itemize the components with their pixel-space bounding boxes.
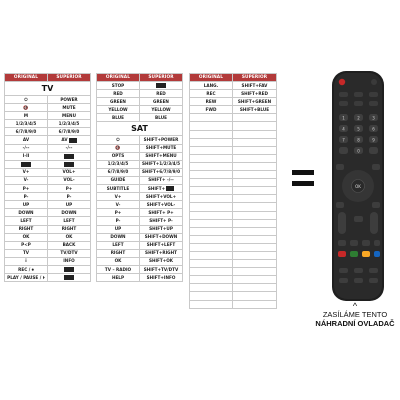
empty-cell bbox=[233, 179, 277, 187]
original-key: LEFT bbox=[97, 241, 140, 249]
original-key: TV – RADIO bbox=[97, 265, 140, 273]
empty-cell bbox=[233, 203, 277, 211]
original-key: OK bbox=[97, 257, 140, 265]
superior-key: RIGHT bbox=[48, 225, 91, 233]
svg-text:6: 6 bbox=[372, 126, 375, 132]
superior-key: SHIFT+ P+ bbox=[140, 209, 183, 217]
empty-row bbox=[190, 276, 277, 284]
original-key: OK bbox=[5, 233, 48, 241]
original-key: M bbox=[5, 112, 48, 120]
svg-text:9: 9 bbox=[372, 137, 375, 143]
original-key: P- bbox=[5, 193, 48, 201]
table-row bbox=[97, 274, 183, 282]
original-key: ⏻ bbox=[5, 96, 48, 104]
empty-cell bbox=[233, 211, 277, 219]
key-image-icon bbox=[21, 162, 31, 167]
original-key: i bbox=[5, 257, 48, 265]
table-row bbox=[97, 201, 183, 209]
table-row bbox=[5, 217, 91, 225]
superior-key: SHIFT+RIGHT bbox=[140, 249, 183, 257]
original-key bbox=[5, 160, 48, 168]
superior-key: SHIFT+ P- bbox=[140, 217, 183, 225]
key-image-icon bbox=[64, 267, 74, 272]
superior-key: SHIFT+GREEN bbox=[233, 98, 277, 106]
power-icon bbox=[339, 79, 345, 85]
original-key: RIGHT bbox=[97, 249, 140, 257]
key-image-icon bbox=[64, 162, 74, 167]
superior-key: 1/2/3/4/5 bbox=[48, 120, 91, 128]
empty-cell bbox=[233, 251, 277, 259]
empty-row bbox=[190, 227, 277, 235]
superior-key: 6/7/8/9/0 bbox=[48, 128, 91, 136]
original-key: V+ bbox=[97, 193, 140, 201]
svg-text:3: 3 bbox=[372, 115, 375, 121]
superior-key: UP bbox=[48, 201, 91, 209]
empty-cell bbox=[190, 276, 233, 284]
superior-key: AV bbox=[48, 136, 91, 144]
svg-text:2: 2 bbox=[357, 115, 360, 121]
caption bbox=[300, 302, 400, 328]
superior-key: P+ bbox=[48, 185, 91, 193]
superior-key bbox=[48, 160, 91, 168]
superior-key: OK bbox=[48, 233, 91, 241]
svg-text:OK: OK bbox=[355, 184, 361, 189]
empty-cell bbox=[190, 162, 233, 170]
table-row bbox=[5, 152, 91, 160]
empty-cell bbox=[190, 284, 233, 292]
header-superior: SUPERIOR bbox=[140, 74, 183, 82]
key-image-icon bbox=[69, 138, 77, 143]
extra-mapping-table bbox=[189, 73, 277, 309]
table-row bbox=[5, 112, 91, 120]
original-key: FWD bbox=[190, 106, 233, 114]
empty-row bbox=[190, 179, 277, 187]
superior-key: RED bbox=[140, 90, 183, 98]
table-row bbox=[97, 225, 183, 233]
superior-key bbox=[48, 152, 91, 160]
table-row bbox=[5, 193, 91, 201]
superior-key: SHIFT+OK bbox=[140, 257, 183, 265]
original-key: AV bbox=[5, 136, 48, 144]
table-row bbox=[5, 257, 91, 265]
table-row bbox=[5, 185, 91, 193]
superior-key: VOL+ bbox=[48, 168, 91, 176]
superior-key: INFO bbox=[48, 257, 91, 265]
empty-cell bbox=[233, 227, 277, 235]
original-key: -/-- bbox=[5, 144, 48, 152]
empty-cell bbox=[233, 187, 277, 195]
original-key: PLAY / PAUSE / ⏵ bbox=[5, 274, 48, 282]
table-row bbox=[5, 225, 91, 233]
original-key: LANG. bbox=[190, 82, 233, 90]
empty-row bbox=[190, 243, 277, 251]
table-row bbox=[97, 98, 183, 106]
superior-key: GREEN bbox=[140, 98, 183, 106]
superior-key: SHIFT+FAV bbox=[233, 82, 277, 90]
header-original: ORIGINAL bbox=[5, 74, 48, 82]
empty-cell bbox=[190, 187, 233, 195]
empty-cell bbox=[233, 195, 277, 203]
empty-row bbox=[190, 235, 277, 243]
table-row bbox=[97, 136, 183, 144]
superior-key: SHIFT+UP bbox=[140, 225, 183, 233]
empty-cell bbox=[190, 114, 233, 122]
tv-mapping-table bbox=[4, 73, 91, 282]
empty-cell bbox=[190, 171, 233, 179]
superior-key: SHIFT+MENU bbox=[140, 152, 183, 160]
table-row bbox=[97, 176, 183, 184]
empty-row bbox=[190, 219, 277, 227]
empty-row bbox=[190, 162, 277, 170]
original-key: P<P bbox=[5, 241, 48, 249]
original-key: UP bbox=[97, 225, 140, 233]
superior-key: SHIFT+ -/-- bbox=[140, 176, 183, 184]
original-key: DOWN bbox=[97, 233, 140, 241]
empty-row bbox=[190, 114, 277, 122]
table-row bbox=[97, 90, 183, 98]
header-original: ORIGINAL bbox=[97, 74, 140, 82]
table-row bbox=[5, 96, 91, 104]
empty-cell bbox=[233, 122, 277, 130]
superior-key: SHIFT+MUTE bbox=[140, 144, 183, 152]
empty-cell bbox=[190, 235, 233, 243]
empty-row bbox=[190, 187, 277, 195]
empty-row bbox=[190, 138, 277, 146]
table-row bbox=[97, 168, 183, 176]
original-key: GREEN bbox=[97, 98, 140, 106]
table-row bbox=[5, 265, 91, 273]
original-key: STOP bbox=[97, 82, 140, 90]
original-key: I-II bbox=[5, 152, 48, 160]
table-row bbox=[97, 160, 183, 168]
original-key: 🔇 bbox=[5, 104, 48, 112]
table-row bbox=[5, 209, 91, 217]
superior-key: MUTE bbox=[48, 104, 91, 112]
original-key: P+ bbox=[97, 209, 140, 217]
superior-key: SHIFT+INFO bbox=[140, 274, 183, 282]
table-row bbox=[97, 209, 183, 217]
empty-row bbox=[190, 284, 277, 292]
empty-row bbox=[190, 292, 277, 300]
superior-key: DOWN bbox=[48, 209, 91, 217]
empty-cell bbox=[190, 138, 233, 146]
empty-cell bbox=[190, 122, 233, 130]
empty-cell bbox=[190, 227, 233, 235]
table-row bbox=[5, 128, 91, 136]
remote-control-image bbox=[330, 70, 386, 302]
svg-text:0: 0 bbox=[357, 148, 360, 154]
empty-row bbox=[190, 268, 277, 276]
superior-key: SHIFT+VOL+ bbox=[140, 193, 183, 201]
table-row bbox=[97, 241, 183, 249]
empty-cell bbox=[190, 219, 233, 227]
superior-key: SHIFT+BLUE bbox=[233, 106, 277, 114]
superior-key: POWER bbox=[48, 96, 91, 104]
superior-key: TV/DTV bbox=[48, 249, 91, 257]
empty-row bbox=[190, 203, 277, 211]
original-key: ⏻ bbox=[97, 136, 140, 144]
empty-cell bbox=[190, 203, 233, 211]
original-key: HELP bbox=[97, 274, 140, 282]
table-row bbox=[97, 114, 183, 122]
table-row bbox=[190, 106, 277, 114]
original-key: V+ bbox=[5, 168, 48, 176]
superior-key: BACK bbox=[48, 241, 91, 249]
empty-cell bbox=[233, 276, 277, 284]
table-row bbox=[97, 233, 183, 241]
svg-text:5: 5 bbox=[357, 126, 360, 132]
empty-cell bbox=[233, 292, 277, 300]
superior-key: SHIFT+6/7/8/9/0 bbox=[140, 168, 183, 176]
empty-row bbox=[190, 122, 277, 130]
svg-text:7: 7 bbox=[342, 137, 345, 143]
original-key: 🔇 bbox=[97, 144, 140, 152]
original-key: P+ bbox=[5, 185, 48, 193]
caret-up-icon: ^ bbox=[352, 301, 358, 311]
svg-text:4: 4 bbox=[342, 126, 345, 132]
original-key: OPTS bbox=[97, 152, 140, 160]
table-row bbox=[5, 136, 91, 144]
empty-cell bbox=[233, 284, 277, 292]
table-row bbox=[5, 233, 91, 241]
table-row bbox=[190, 98, 277, 106]
caption-line2: NÁHRADNÍ OVLADAČ bbox=[315, 319, 395, 328]
section-title: SAT bbox=[97, 122, 183, 136]
original-key: 6/7/8/9/0 bbox=[97, 168, 140, 176]
section-row bbox=[5, 82, 91, 96]
table-row bbox=[97, 144, 183, 152]
original-key: RED bbox=[97, 90, 140, 98]
svg-text:1: 1 bbox=[342, 115, 345, 121]
header-original: ORIGINAL bbox=[190, 74, 233, 82]
empty-row bbox=[190, 130, 277, 138]
superior-key: YELLOW bbox=[140, 106, 183, 114]
empty-cell bbox=[190, 211, 233, 219]
original-key: V- bbox=[97, 201, 140, 209]
original-key: REW bbox=[190, 98, 233, 106]
equals-sign bbox=[292, 170, 314, 192]
empty-cell bbox=[233, 154, 277, 162]
original-key: BLUE bbox=[97, 114, 140, 122]
superior-key: SHIFT+POWER bbox=[140, 136, 183, 144]
superior-key: SHIFT+ bbox=[140, 185, 183, 193]
superior-key: VOL- bbox=[48, 176, 91, 184]
section-row bbox=[97, 122, 183, 136]
empty-cell bbox=[233, 235, 277, 243]
original-key: GUIDE bbox=[97, 176, 140, 184]
table-row bbox=[5, 160, 91, 168]
empty-row bbox=[190, 300, 277, 308]
table-row bbox=[5, 249, 91, 257]
superior-key: P- bbox=[48, 193, 91, 201]
empty-cell bbox=[190, 300, 233, 308]
superior-key: SHIFT+LEFT bbox=[140, 241, 183, 249]
empty-cell bbox=[190, 292, 233, 300]
empty-row bbox=[190, 260, 277, 268]
empty-cell bbox=[233, 171, 277, 179]
empty-cell bbox=[190, 251, 233, 259]
empty-cell bbox=[233, 243, 277, 251]
superior-key bbox=[48, 274, 91, 282]
table-row bbox=[5, 144, 91, 152]
original-key: P- bbox=[97, 217, 140, 225]
key-image-icon bbox=[166, 186, 174, 191]
empty-cell bbox=[190, 179, 233, 187]
key-image-icon bbox=[64, 154, 74, 159]
empty-cell bbox=[190, 243, 233, 251]
table-row bbox=[97, 185, 183, 193]
key-image-icon bbox=[64, 275, 74, 280]
superior-key: LEFT bbox=[48, 217, 91, 225]
empty-cell bbox=[190, 260, 233, 268]
superior-key bbox=[48, 265, 91, 273]
table-row bbox=[5, 120, 91, 128]
empty-cell bbox=[233, 268, 277, 276]
empty-cell bbox=[233, 138, 277, 146]
table-row bbox=[5, 241, 91, 249]
empty-row bbox=[190, 146, 277, 154]
svg-text:8: 8 bbox=[357, 137, 360, 143]
table-row bbox=[97, 265, 183, 273]
superior-key: BLUE bbox=[140, 114, 183, 122]
table-row bbox=[97, 82, 183, 90]
header-superior: SUPERIOR bbox=[48, 74, 91, 82]
table-row bbox=[97, 193, 183, 201]
original-key: V- bbox=[5, 176, 48, 184]
table-row bbox=[97, 257, 183, 265]
table-row bbox=[190, 82, 277, 90]
superior-key: SHIFT+RED bbox=[233, 90, 277, 98]
original-key: 1/2/3/4/5 bbox=[5, 120, 48, 128]
superior-key: MENU bbox=[48, 112, 91, 120]
table-row bbox=[5, 104, 91, 112]
original-key: REC / ⏺ bbox=[5, 265, 48, 273]
table-row bbox=[190, 90, 277, 98]
header-superior: SUPERIOR bbox=[233, 74, 277, 82]
section-title: TV bbox=[5, 82, 91, 96]
empty-cell bbox=[233, 162, 277, 170]
empty-cell bbox=[190, 154, 233, 162]
superior-key: SHIFT+VOL- bbox=[140, 201, 183, 209]
table-row bbox=[5, 168, 91, 176]
original-key: 1/2/3/4/5 bbox=[97, 160, 140, 168]
empty-cell bbox=[190, 195, 233, 203]
original-key: YELLOW bbox=[97, 106, 140, 114]
key-image-icon bbox=[156, 83, 166, 88]
empty-cell bbox=[233, 300, 277, 308]
sat-mapping-table bbox=[96, 73, 183, 282]
empty-row bbox=[190, 154, 277, 162]
original-key: LEFT bbox=[5, 217, 48, 225]
original-key: SUBTITLE bbox=[97, 185, 140, 193]
table-row bbox=[97, 217, 183, 225]
empty-cell bbox=[233, 219, 277, 227]
empty-row bbox=[190, 195, 277, 203]
original-key: UP bbox=[5, 201, 48, 209]
empty-cell bbox=[190, 130, 233, 138]
empty-cell bbox=[190, 268, 233, 276]
empty-cell bbox=[233, 146, 277, 154]
superior-key: SHIFT+DOWN bbox=[140, 233, 183, 241]
superior-key bbox=[140, 82, 183, 90]
original-key: 6/7/8/9/0 bbox=[5, 128, 48, 136]
empty-row bbox=[190, 251, 277, 259]
empty-cell bbox=[233, 260, 277, 268]
table-row bbox=[5, 176, 91, 184]
superior-key: SHIFT+1/2/3/4/5 bbox=[140, 160, 183, 168]
empty-row bbox=[190, 211, 277, 219]
empty-row bbox=[190, 171, 277, 179]
original-key: REC bbox=[190, 90, 233, 98]
original-key: DOWN bbox=[5, 209, 48, 217]
table-row bbox=[5, 201, 91, 209]
table-row bbox=[97, 106, 183, 114]
superior-key: -/-- bbox=[48, 144, 91, 152]
empty-cell bbox=[190, 146, 233, 154]
caption-line1: ZASÍLÁME TENTO bbox=[322, 310, 388, 319]
original-key: TV bbox=[5, 249, 48, 257]
table-row bbox=[97, 152, 183, 160]
empty-cell bbox=[233, 114, 277, 122]
superior-key: SHIFT+TV/DTV bbox=[140, 265, 183, 273]
table-row bbox=[5, 274, 91, 282]
empty-cell bbox=[233, 130, 277, 138]
original-key: RIGHT bbox=[5, 225, 48, 233]
table-row bbox=[97, 249, 183, 257]
